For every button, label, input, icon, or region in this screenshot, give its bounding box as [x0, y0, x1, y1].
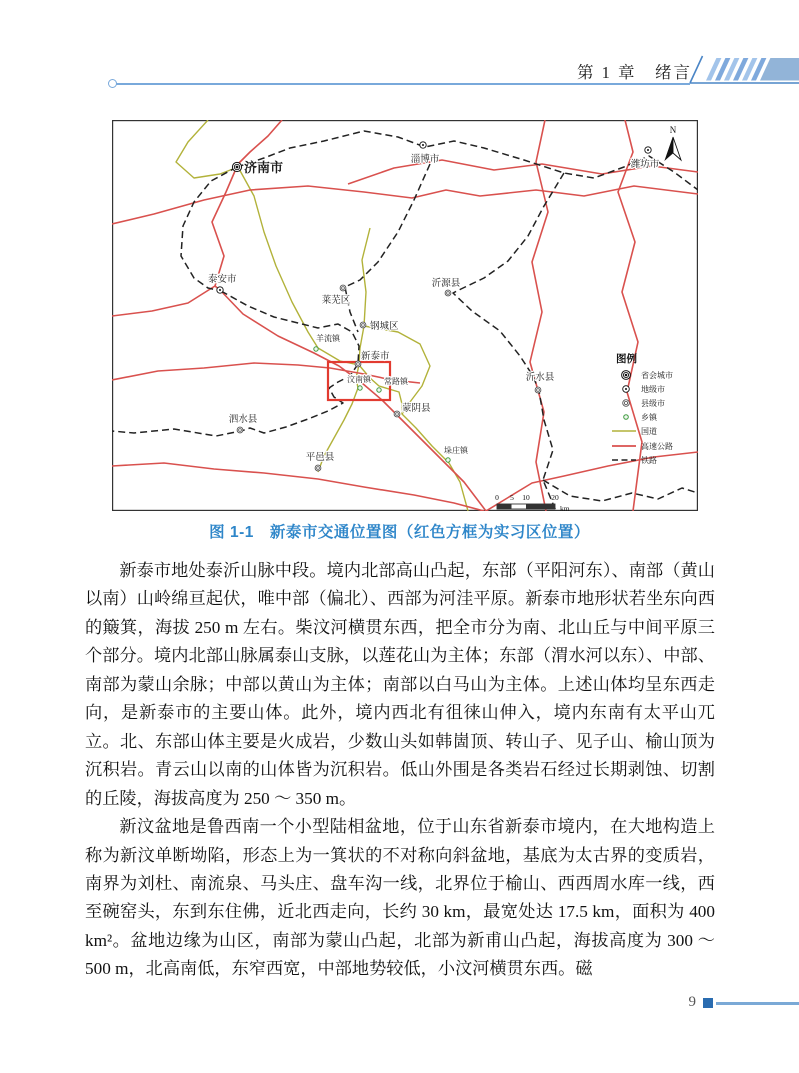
svg-text:平邑县: 平邑县 — [305, 453, 335, 463]
svg-text:km: km — [560, 504, 570, 511]
svg-text:潍坊市: 潍坊市 — [630, 160, 660, 170]
svg-text:汶南镇: 汶南镇 — [347, 375, 371, 384]
svg-text:沂源县: 沂源县 — [431, 279, 461, 289]
svg-text:羊流镇: 羊流镇 — [316, 334, 340, 343]
header-rule — [116, 83, 690, 85]
prefecture-city-icon — [420, 142, 426, 148]
footer-square-icon — [703, 998, 713, 1008]
body-paragraph-1: 新泰市地处泰沂山脉中段。境内北部高山凸起，东部（平阳河东）、南部（黄山以南）山岭绵亘起伏，唯中部（偏北）、西部为河洼平原。新泰市地形状若坐东向西的簸箕，海拔 250 m 左右。柴汶河横贯东西，把全市分为南、北山丘与中间平原三个部分。境内北部山脉属泰山支脉，以莲花山为主体；东部（渭水河以东）、中部、南部为蒙山余脉；中部以黄山为主体；南部以白马山为主体。上述山体均呈东西走向，是新泰市的主要山体。此外，境内西北有徂徕山伸入，境内东南有太平山兀立。北、东部山体主要是火成岩，少数山头如韩崮顶、转山子、见子山、榆山顶为沉积岩。青云山以南的山体皆为沉积岩。低山外围是各类岩石经过长期剥蚀、切割的丘陵，海拔高度为 250 ～ 350 m。 — [85, 561, 715, 808]
svg-text:国道: 国道 — [641, 427, 657, 436]
footer-line — [716, 1002, 799, 1005]
body-paragraph-2: 新汶盆地是鲁西南一个小型陆相盆地，位于山东省新泰市境内，在大地构造上称为新汶单断坳陷，形态上为一箕状的不对称向斜盆地，基底为太古界的变质岩，南界为刘杜、南流泉、马头庄、盘车沟一线，北界位于榆山、西西周水库一线，西至碗窑头，东到东住佛，近北西走向，长约 30 km，最宽处达 17.5 km，面积为 400 km²。盆地边缘为山区，南部为蒙山凸起，北部为新甫山凸起，海拔高度为 300 ～ 500 m，北高南低，东窄西宽，中部地势较低，小汶河横贯东西。磁 — [85, 817, 715, 979]
prefecture-city-icon — [645, 147, 651, 153]
legend-provincial-capital — [622, 370, 673, 380]
svg-text:0: 0 — [495, 493, 499, 502]
chapter-title: 第 1 章 绪言 — [577, 63, 692, 82]
county-city-icon — [340, 285, 346, 291]
body-text — [85, 557, 715, 984]
township-icon — [377, 388, 381, 392]
county-city-icon — [535, 387, 541, 393]
svg-text:钢城区: 钢城区 — [370, 322, 399, 332]
township-icon — [358, 386, 362, 390]
svg-text:蒙阴县: 蒙阴县 — [402, 404, 431, 414]
svg-text:淄博市: 淄博市 — [410, 155, 440, 165]
svg-text:图例: 图例 — [616, 354, 637, 365]
svg-text:垛庄镇: 垛庄镇 — [444, 446, 468, 455]
svg-text:泗水县: 泗水县 — [228, 415, 258, 425]
svg-text:10: 10 — [522, 493, 530, 502]
svg-text:地级市: 地级市 — [641, 385, 665, 394]
map-figure — [112, 120, 698, 516]
svg-text:N: N — [669, 125, 677, 135]
svg-text:济南市: 济南市 — [244, 160, 284, 175]
svg-text:高速公路: 高速公路 — [641, 442, 673, 451]
county-city-icon — [360, 322, 366, 328]
provincial-capital-icon — [232, 162, 241, 171]
township-icon — [446, 458, 450, 462]
page-number: 9 — [688, 994, 696, 1010]
traffic-location-map — [112, 120, 698, 511]
svg-text:20: 20 — [551, 493, 559, 502]
map-border — [113, 121, 698, 511]
county-city-icon — [315, 465, 321, 471]
header-slash-decoration — [688, 52, 799, 88]
township-icon — [314, 347, 318, 351]
svg-text:5: 5 — [510, 493, 514, 502]
svg-text:泰安市: 泰安市 — [208, 275, 237, 285]
svg-text:新泰市: 新泰市 — [361, 352, 390, 362]
figure-caption: 图 1-1 新泰市交通位置图（红色方框为实习区位置） — [209, 524, 590, 541]
svg-text:沂水县: 沂水县 — [525, 373, 555, 383]
svg-text:乡镇: 乡镇 — [641, 413, 657, 422]
county-city-icon — [394, 411, 400, 417]
svg-text:县级市: 县级市 — [641, 399, 665, 408]
county-city-icon — [445, 290, 451, 296]
prefecture-city-icon — [217, 287, 223, 293]
svg-text:常路镇: 常路镇 — [384, 377, 408, 386]
svg-text:莱芜区: 莱芜区 — [321, 296, 351, 306]
svg-text:省会城市: 省会城市 — [641, 371, 673, 380]
county-city-icon — [237, 427, 243, 433]
svg-text:铁路: 铁路 — [641, 456, 657, 465]
